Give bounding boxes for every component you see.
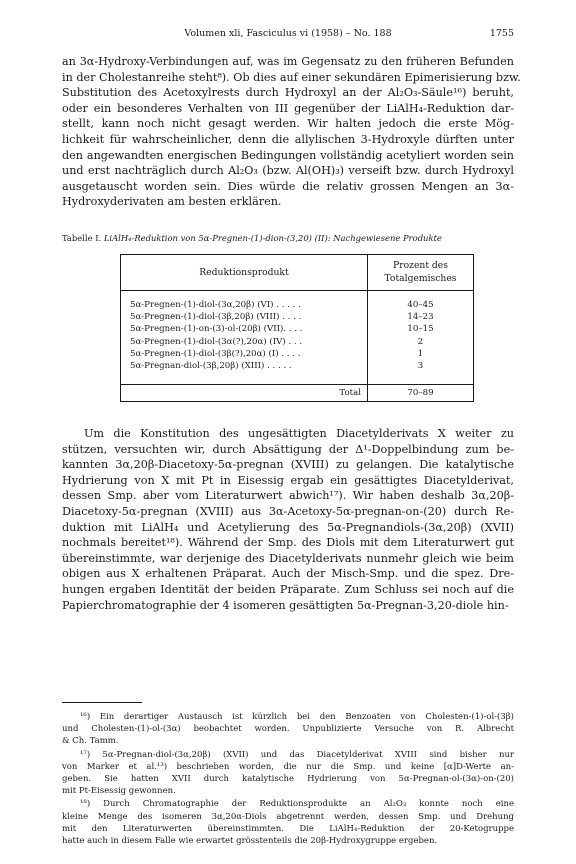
footnote-line: und Cholesten-(1)-ol-(3α) beobachtet worden. Unpublizierte Versuche von R. Albrecht — [62, 724, 514, 735]
paragraph-1-line: ausgetauscht worden sein. Dies würde die relativ grossen Mengen an 3α- — [62, 179, 514, 193]
column-header-percent-line1: Prozent des — [393, 260, 448, 271]
paragraph-1 — [62, 54, 521, 210]
reduction-table — [120, 254, 474, 402]
header-rule — [121, 290, 473, 291]
paragraph-2-line: Um die Konstitution des ungesättigten Diacetylderivats X weiter zu — [84, 427, 514, 440]
table-caption-title: LiAlH₄-Reduktion von 5α-Pregnen-(1)-dion-(3,20) (II): Nachgewiesene Produkte — [103, 233, 442, 243]
column-header-percent — [368, 260, 473, 285]
table-row — [121, 311, 473, 323]
paragraph-2-line: übereinstimmte, war derjenige des Diacetylderivats nunmehr gleich wie beim — [62, 551, 514, 565]
table-body — [121, 299, 473, 372]
total-label: Total — [339, 388, 361, 398]
table-row — [121, 299, 473, 311]
paragraph-1-line: Hydroxyderivaten am besten erklären. — [62, 195, 282, 209]
table-caption-prefix: Tabelle I. — [62, 233, 102, 243]
product-cell: 5α-Pregnen-(1)-diol-(3α(?),20α) (IV) . . . — [130, 336, 303, 347]
footnote-line: & Ch. Tamm. — [62, 736, 119, 747]
paragraph-2-line: obigen aus X erhaltenen Präparat. Auch der Misch-Smp. und die spez. Dre- — [62, 567, 514, 581]
product-cell: 5α-Pregnen-(1)-diol-(3α,20β) (VI) . . . . . — [130, 300, 301, 310]
product-cell: 5α-Pregnan-diol-(3β,20β) (XIII) . . . . . — [130, 360, 292, 371]
percent-cell: 3 — [417, 360, 424, 371]
paragraph-2-line: nochmals bereitet¹⁸). Während der Smp. des Diols mit dem Literaturwert gut — [62, 536, 514, 550]
paragraph-2-line: Hydrierung von X mit Pt in Eisessig ergab ein gesättigtes Diacetylderivat, — [62, 473, 514, 487]
total-value: 70–89 — [407, 388, 434, 398]
percent-cell: 2 — [417, 336, 424, 347]
paragraph-2-line: hungen ergaben Identität der beiden Präparate. Zum Schluss sei noch auf die — [62, 582, 514, 596]
paragraph-1-line: Substitution des Acetoxylrests durch Hydroxyl an der Al₂O₃-Säule¹⁶) beruht, — [62, 86, 514, 100]
paragraph-1-line: den angewandten energischen Bedingungen vollständig acetyliert worden sein — [62, 148, 514, 162]
paragraph-1-line: lichkeit für wahrscheinlicher, denn die allylischen 3-Hydroxyle dürften unter — [62, 132, 514, 146]
percent-cell: 1 — [417, 348, 424, 359]
product-cell: 5α-Pregnen-(1)-diol-(3β(?),20α) (I) . . . . — [130, 348, 301, 359]
paragraph-1-line: und erst nachträglich durch Al₂O₃ (bzw. Al(OH)₃) verseift bzw. durch Hydroxyl — [62, 164, 514, 178]
paragraph-1-line: an 3α-Hydroxy-Verbindungen auf, was im Gegensatz zu den früheren Befunden — [62, 55, 514, 68]
column-header-percent-line2: Totalgemisches — [384, 272, 457, 284]
footnote-line: ¹⁷) 5α-Pregnan-diol-(3α,20β) (XVII) und das Diacetylderivat XVIII sind bisher nur — [80, 749, 514, 760]
paragraph-2-line: kannten 3α,20β-Diacetoxy-5α-pregnan (XVIII) zu gelangen. Die katalytische — [62, 458, 514, 472]
product-cell: 5α-Pregnen-(1)-on-(3)-ol-(20β) (VII). . . . — [130, 324, 303, 335]
total-row — [121, 385, 473, 402]
paragraph-1-line: in der Cholestanreihe steht⁸). Ob dies auf einer sekundären Epimerisierung bzw. — [62, 70, 521, 84]
footnote-line: mit Pt-Eisessig gewonnen. — [62, 786, 176, 797]
footnote-line: geben. Sie hatten XVII durch katalytische Hydrierung von 5α-Pregnan-ol-(3α)-on-(20) — [62, 774, 514, 785]
footnote-line: mit den Literaturwerten übereinstimmten. Die LiAlH₄-Reduktion der 20-Ketogruppe — [62, 823, 514, 834]
percent-cell: 14–23 — [407, 312, 434, 323]
footnote-line: ¹⁶) Ein derartiger Austausch ist kürzlich bei den Benzoaten von Cholesten-(1)-ol-(3β) — [80, 712, 514, 722]
paragraph-2-line: Papierchromatographie der 4 isomeren gesättigten 5α-Pregnan-3,20-diole hin- — [62, 598, 509, 612]
percent-cell: 40–45 — [407, 300, 434, 310]
paragraph-1-line: oder ein besonderes Verhalten von III gegenüber der LiAlH₄-Reduktion dar- — [62, 101, 514, 115]
product-cell: 5α-Pregnen-(1)-diol-(3β,20β) (VIII) . . . . — [130, 312, 302, 323]
table-row — [121, 360, 473, 372]
paragraph-2 — [62, 426, 514, 613]
paragraph-2-line: Diacetoxy-5α-pregnan (XVIII) aus 3α-Acetoxy-5α-pregnan-on-(20) durch Re- — [62, 504, 514, 518]
footnote-line: ¹⁸) Durch Chromatographie der Reduktionsprodukte an Al₂O₃ konnte noch eine — [80, 799, 514, 810]
table-row — [121, 348, 473, 360]
paragraph-1-line: stellt, kann noch nicht gesagt werden. Wir halten jedoch die erste Mög- — [62, 117, 514, 131]
paragraph-2-line: stützen, versuchten wir, durch Absättigung der Δ¹-Doppelbindung zum be- — [62, 442, 514, 456]
footnote — [62, 798, 514, 847]
paragraph-2-line: dessen Smp. aber vom Literaturwert abwich¹⁷). Wir haben deshalb 3α,20β- — [62, 489, 514, 503]
footnotes — [62, 711, 514, 848]
paragraph-2-line: duktion mit LiAlH₄ und Acetylierung des 5α-Pregnandiols-(3α,20β) (XVII) — [62, 520, 514, 534]
table-caption — [62, 233, 514, 243]
footnote-line: kleine Menge des isomeren 3α,20α-Diols abgetrennt werden, dessen Smp. und Drehung — [62, 811, 514, 822]
footnote — [62, 711, 514, 748]
column-header-product: Reduktionsprodukt — [199, 267, 289, 278]
footnote — [62, 749, 514, 798]
percent-cell: 10–15 — [407, 324, 434, 335]
footnote-line: von Marker et al.¹³) beschrieben worden, die nur die Smp. und keine [α]D-Werte an- — [62, 761, 514, 772]
table-row — [121, 336, 473, 348]
running-title: Volumen xli, Fasciculus vi (1958) – No. 188 — [184, 28, 392, 39]
page-number: 1755 — [489, 28, 514, 39]
page-header — [62, 28, 514, 42]
footnote-line: hatte auch in diesem Falle wie erwartet grösstenteils die 20β-Hydroxygruppe ergeben. — [62, 836, 438, 847]
table-row — [121, 323, 473, 335]
footnote-rule — [62, 702, 142, 703]
